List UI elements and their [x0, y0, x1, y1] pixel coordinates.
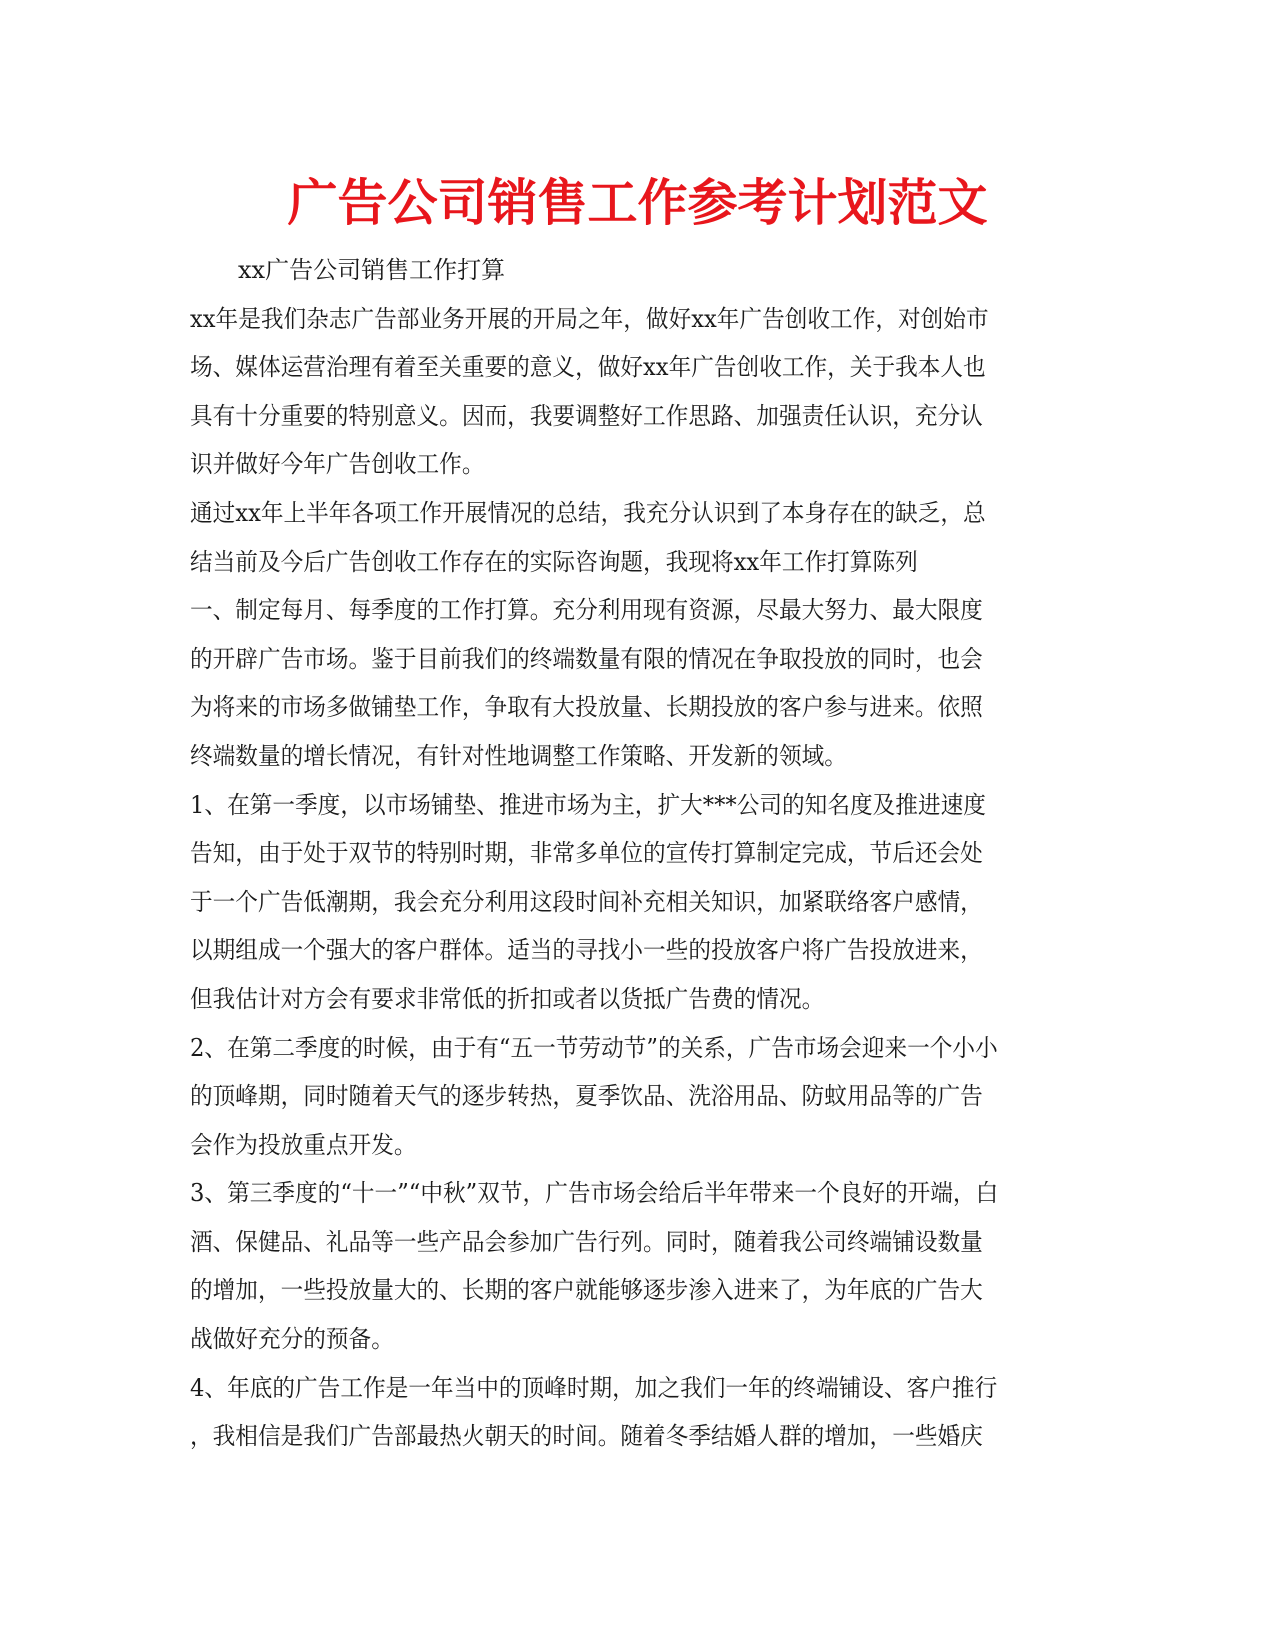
text-line: 2、在第二季度的时候，由于有“五一节劳动节”的关系，广告市场会迎来一个小小 — [190, 1033, 998, 1062]
text-line: 的增加，一些投放量大的、长期的客户就能够逐步渗入进来了，为年底的广告大 — [190, 1276, 983, 1305]
text-line: 场、媒体运营治理有着至关重要的意义，做好xx年广告创收工作，关于我本人也 — [190, 353, 986, 382]
text-line: 为将来的市场多做铺垫工作，争取有大投放量、长期投放的客户参与进来。依照 — [190, 693, 983, 722]
text-line: 的顶峰期，同时随着天气的逐步转热，夏季饮品、洗浴用品、防蚊用品等的广告 — [190, 1082, 983, 1111]
text-line: 终端数量的增长情况，有针对性地调整工作策略、开发新的领域。 — [190, 741, 847, 770]
text-line: 具有十分重要的特别意义。因而，我要调整好工作思路、加强责任认识，充分认 — [190, 401, 983, 430]
text-line: ，我相信是我们广告部最热火朝天的时间。随着冬季结婚人群的增加，一些婚庆 — [190, 1422, 983, 1451]
text-line: 酒、保健品、礼品等一些产品会参加广告行列。同时，随着我公司终端铺设数量 — [190, 1227, 983, 1256]
document-title: 广告公司销售工作参考计划范文 — [287, 174, 988, 232]
text-line: 一、制定每月、每季度的工作打算。充分利用现有资源，尽最大努力、最大限度 — [190, 596, 983, 625]
text-line: 3、第三季度的“十一”“中秋”双节，广告市场会给后半年带来一个良好的开端，白 — [190, 1179, 999, 1208]
text-line: 告知，由于处于双节的特别时期，非常多单位的宣传打算制定完成，节后还会处 — [190, 839, 983, 868]
text-line: 会作为投放重点开发。 — [190, 1130, 417, 1159]
text-line: 于一个广告低潮期，我会充分利用这段时间补充相关知识，加紧联络客户感情， — [190, 887, 983, 916]
text-line: 4、年底的广告工作是一年当中的顶峰时期，加之我们一年的终端铺设、客户推行 — [190, 1373, 998, 1402]
text-line: xx广告公司销售工作打算 — [238, 256, 506, 284]
text-line: 识并做好今年广告创收工作。 — [190, 450, 485, 479]
text-line: 结当前及今后广告创收工作存在的实际咨询题，我现将xx年工作打算陈列 — [190, 547, 918, 576]
text-line: xx年是我们杂志广告部业务开展的开局之年，做好xx年广告创收工作，对创始市 — [190, 304, 989, 333]
document-body — [190, 246, 1080, 1461]
text-line: 通过xx年上半年各项工作开展情况的总结，我充分认识到了本身存在的缺乏，总 — [190, 498, 986, 527]
text-line: 战做好充分的预备。 — [190, 1325, 394, 1354]
text-line: 1、在第一季度，以市场铺垫、推进市场为主，扩大***公司的知名度及推进速度 — [190, 790, 986, 819]
text-line: 以期组成一个强大的客户群体。适当的寻找小一些的投放客户将广告投放进来， — [190, 936, 983, 965]
text-line: 但我估计对方会有要求非常低的折扣或者以货抵广告费的情况。 — [190, 984, 825, 1013]
text-line: 的开辟广告市场。鉴于目前我们的终端数量有限的情况在争取投放的同时，也会 — [190, 644, 983, 673]
